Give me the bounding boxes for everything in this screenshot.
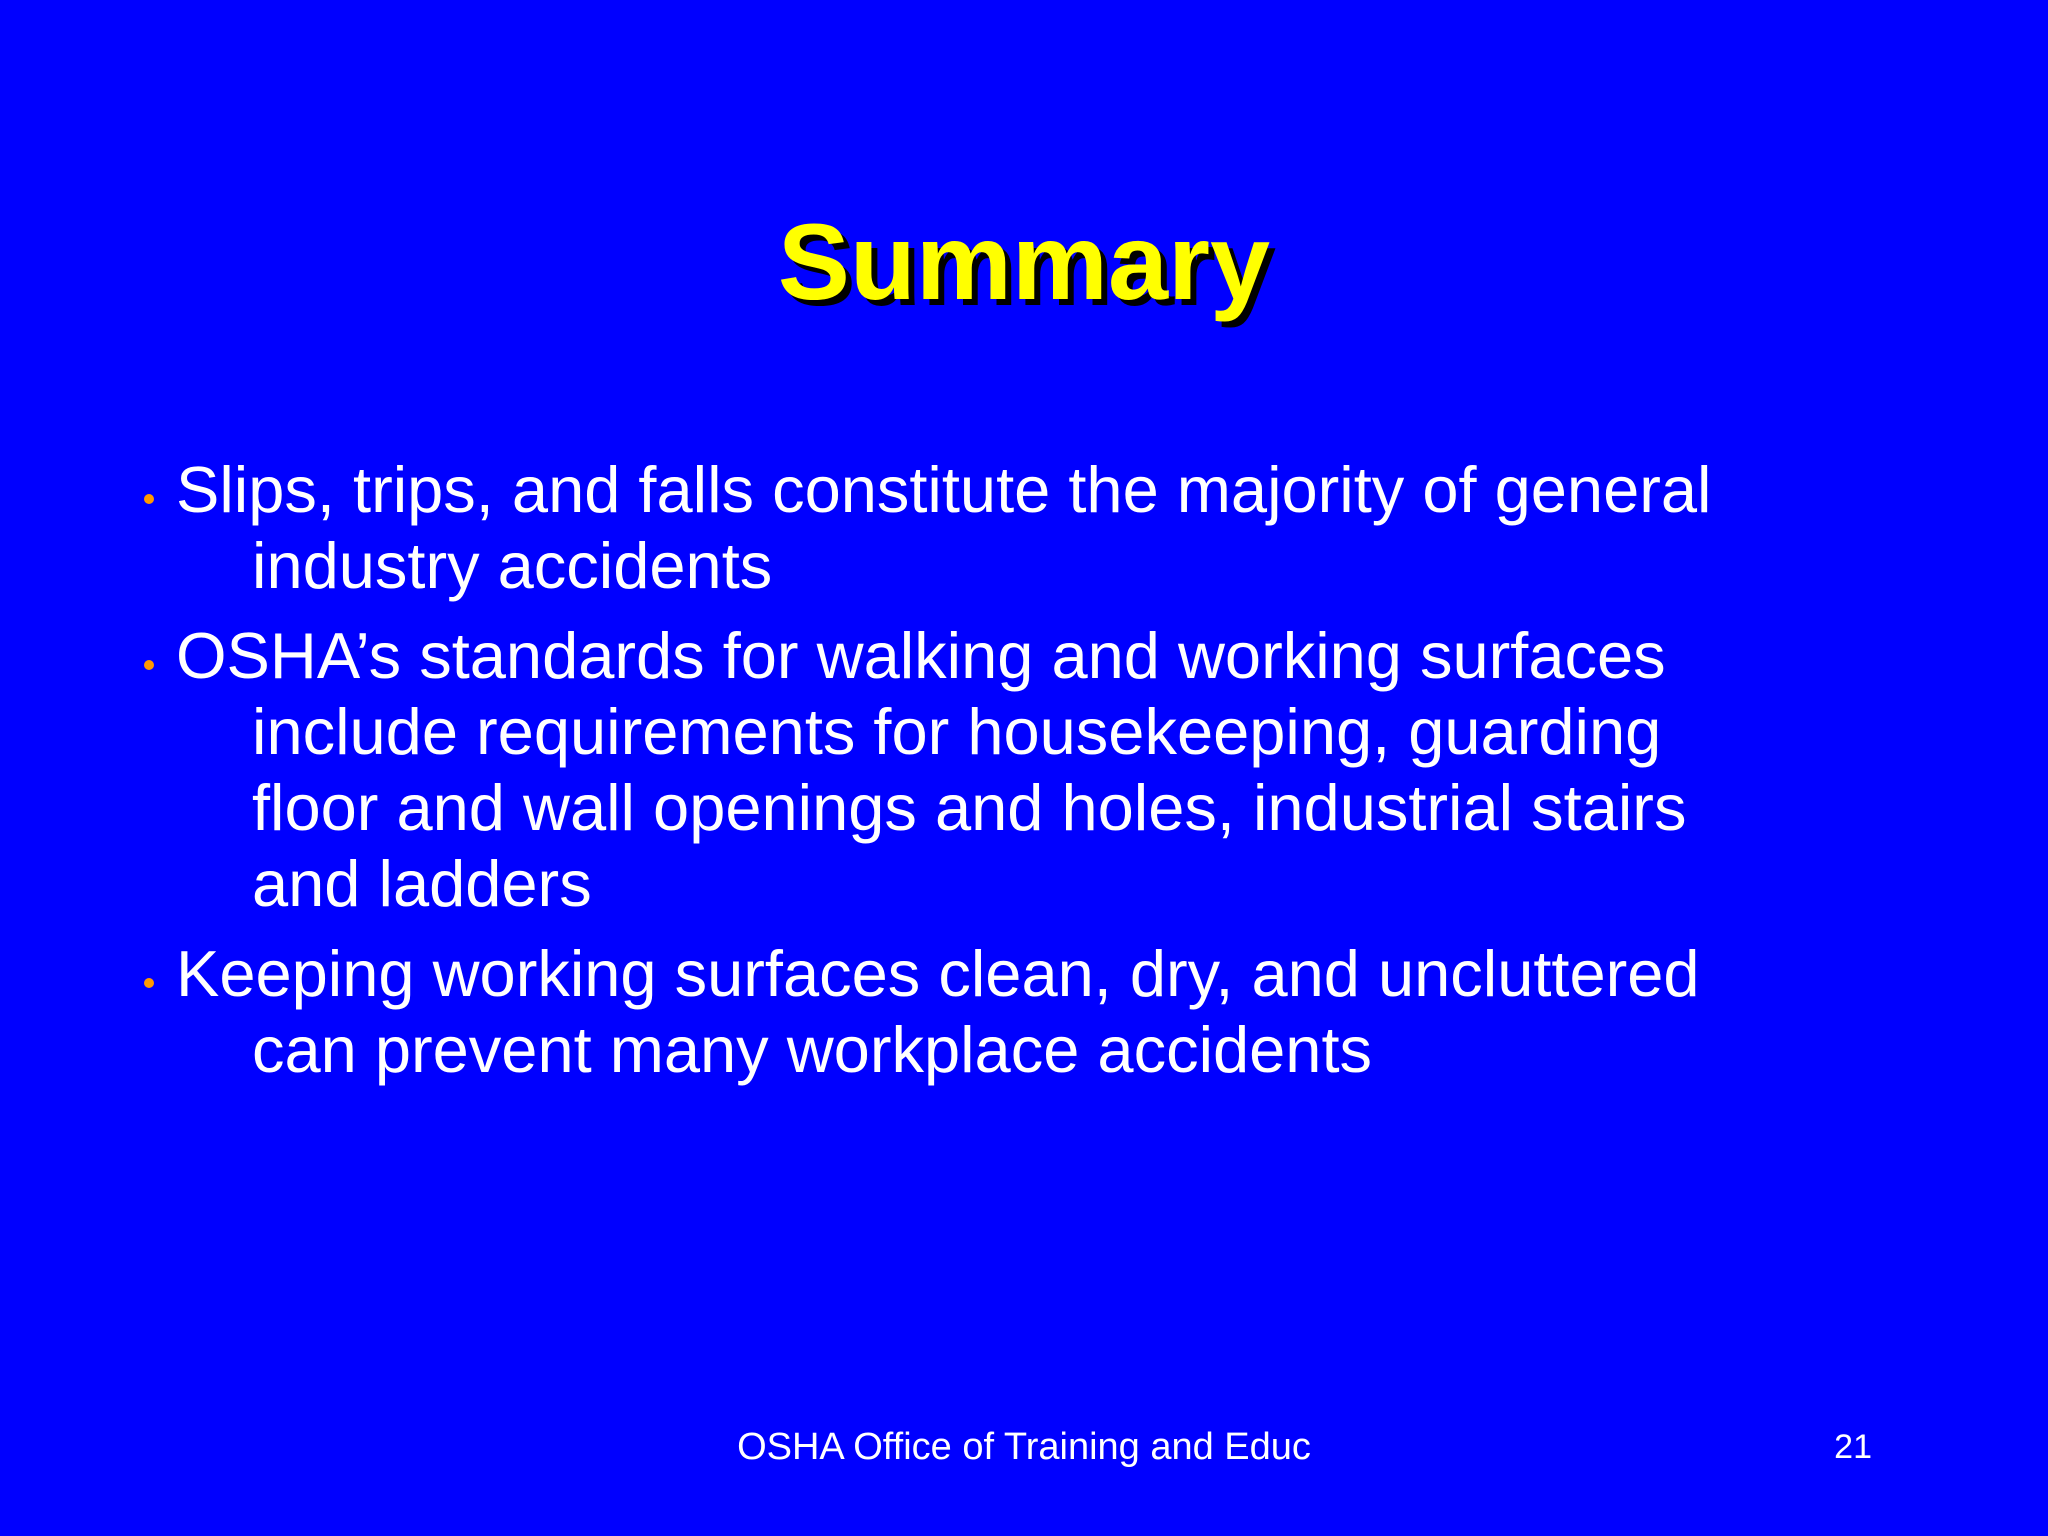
bullet-item: [140, 936, 1900, 1088]
bullet-line: floor and wall openings and holes, industrial stairs: [252, 771, 1687, 844]
bullet-marker-icon: [144, 660, 154, 670]
bullet-line: include requirements for housekeeping, guarding: [252, 695, 1662, 768]
bullet-line: Keeping working surfaces clean, dry, and uncluttered: [176, 937, 1700, 1010]
bullet-item: [140, 618, 1900, 922]
bullet-item: [140, 452, 1900, 604]
bullet-line: and ladders: [252, 847, 592, 920]
bullet-line: OSHA’s standards for walking and working surfaces: [176, 619, 1666, 692]
bullet-list: [140, 452, 1900, 1102]
bullet-line: Slips, trips, and falls constitute the majority of general: [176, 453, 1712, 526]
bullet-marker-icon: [144, 978, 154, 988]
bullet-line: industry accidents: [252, 529, 773, 602]
slide-title: Summary: [777, 201, 1271, 322]
bullet-line: can prevent many workplace accidents: [252, 1013, 1373, 1086]
page-number: 21: [1834, 1428, 1872, 1466]
slide-footer: OSHA Office of Training and Educ: [737, 1426, 1311, 1468]
bullet-marker-icon: [144, 494, 154, 504]
